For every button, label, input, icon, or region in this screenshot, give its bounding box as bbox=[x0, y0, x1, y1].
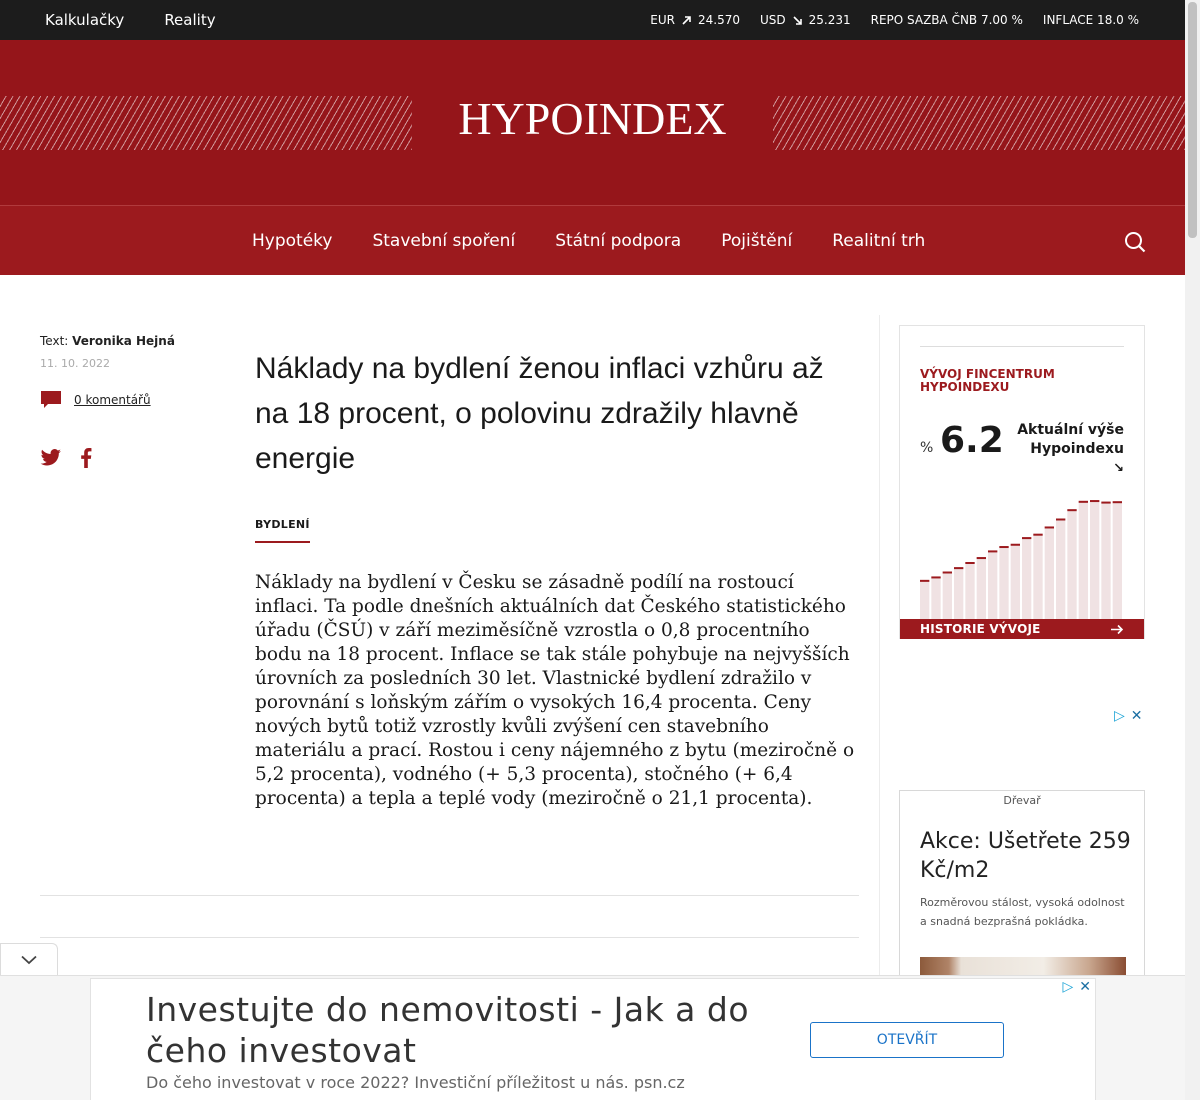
rates-ticker bbox=[650, 0, 1139, 40]
brand-header bbox=[0, 40, 1185, 205]
top-link-reality[interactable]: Reality bbox=[164, 11, 216, 29]
chart-bar-cap bbox=[1090, 500, 1099, 502]
bottom-ad-bar bbox=[0, 975, 1185, 1100]
chart-bar bbox=[1079, 501, 1088, 619]
arrow-down-right-icon: ↘ bbox=[1113, 461, 1124, 476]
collapse-ad-button[interactable] bbox=[0, 943, 58, 976]
arrow-up-right-icon bbox=[681, 15, 692, 26]
rate-usd bbox=[760, 13, 851, 27]
chart-bar-cap bbox=[1022, 537, 1031, 539]
chart-bar bbox=[1101, 502, 1110, 619]
publish-date: 11. 10. 2022 bbox=[40, 357, 110, 370]
chart-bar bbox=[965, 562, 974, 619]
hypoindex-caption bbox=[1017, 421, 1124, 478]
category-tag[interactable]: BYDLENÍ bbox=[255, 518, 310, 543]
rate-usd-value: 25.231 bbox=[808, 13, 851, 27]
open-button[interactable]: OTEVŘÍT bbox=[810, 1022, 1004, 1058]
nav-item-realitni-trh[interactable]: Realitní trh bbox=[832, 231, 926, 251]
chart-bar-cap bbox=[965, 562, 974, 564]
hypoindex-widget bbox=[899, 325, 1145, 639]
arrow-right-icon bbox=[1111, 624, 1124, 635]
chart-bar bbox=[988, 550, 997, 619]
chart-bar bbox=[954, 567, 963, 619]
close-icon[interactable]: ✕ bbox=[1079, 979, 1091, 995]
top-links bbox=[45, 0, 216, 40]
chart-bar-cap bbox=[1113, 501, 1122, 503]
top-link-kalkulacky[interactable]: Kalkulačky bbox=[45, 11, 125, 29]
hypoindex-value: 6.2 bbox=[940, 420, 1004, 461]
chart-bar bbox=[1056, 518, 1065, 619]
ad-choices bbox=[1114, 708, 1143, 724]
scrollbar-thumb[interactable] bbox=[1188, 2, 1197, 238]
chart-bar bbox=[920, 580, 929, 619]
repo-rate: REPO SAZBA ČNB 7.00 % bbox=[870, 13, 1023, 27]
chart-bar-cap bbox=[988, 550, 997, 552]
article-meta bbox=[40, 334, 175, 468]
arrow-down-right-icon bbox=[792, 15, 803, 26]
chart-bar bbox=[1011, 544, 1020, 619]
adchoices-icon[interactable]: ▷ bbox=[1114, 708, 1125, 724]
chart-bar bbox=[931, 576, 940, 619]
content-divider bbox=[40, 937, 859, 938]
chart-bar-cap bbox=[1101, 502, 1110, 504]
article-body: Náklady na bydlení v Česku se zásadně podílí na rostoucí inflaci. Ta podle dnešních aktuálních dat Českého statistického úřadu (ČSÚ) v září meziměsíčně vzrostla o 0,8 procentního bodu na 18 procent. Inflace se tak stále pohybuje na nejvyšších úrovních za posledních 30 let. Vlastnické bydlení zdražilo v porovnání s loňským zářím o vysokých 16,4 procenta. Ceny nových bytů totiž vzrostly kvůli zvýšení cen stavebního materiálu a prací. Rostou i ceny nájemného z bytu (meziročně o 5,2 procenta), vodného (+ 5,3 procenta), stočného (+ 6,4 procenta) a tepla a teplé vody (meziročně o 21,1 procenta). bbox=[255, 572, 855, 809]
decorative-stripes-right bbox=[773, 96, 1185, 150]
search-icon[interactable] bbox=[1124, 231, 1146, 253]
facebook-icon[interactable] bbox=[80, 448, 92, 468]
chart-bar-cap bbox=[1056, 518, 1065, 520]
close-icon[interactable]: ✕ bbox=[1130, 708, 1143, 724]
chart-bar-cap bbox=[1067, 509, 1076, 511]
history-button[interactable] bbox=[900, 619, 1144, 639]
comments-count[interactable]: 0 komentářů bbox=[74, 393, 151, 407]
nav-item-hypoteky[interactable]: Hypotéky bbox=[252, 231, 333, 251]
chart-bar bbox=[1090, 500, 1099, 619]
chart-bar-cap bbox=[954, 567, 963, 569]
percent-sign: % bbox=[920, 440, 934, 456]
chart-bar bbox=[1045, 526, 1054, 619]
hypoindex-bar-chart bbox=[920, 486, 1124, 619]
chart-bar-cap bbox=[1011, 544, 1020, 546]
caption-line-1: Aktuální výše bbox=[1017, 422, 1124, 438]
chart-bar-cap bbox=[920, 580, 929, 582]
inflation-rate: INFLACE 18.0 % bbox=[1042, 13, 1139, 27]
caption-line-2: Hypoindexu bbox=[1030, 441, 1124, 457]
chart-bar bbox=[943, 572, 952, 620]
bottom-ad[interactable] bbox=[90, 978, 1096, 1100]
nav-item-stavebni-sporeni[interactable]: Stavební spoření bbox=[372, 231, 516, 251]
decorative-stripes-left bbox=[0, 96, 412, 150]
chart-bar bbox=[999, 546, 1008, 619]
nav-item-statni-podpora[interactable]: Státní podpora bbox=[555, 231, 682, 251]
article-title: Náklady na bydlení ženou inflaci vzhůru až na 18 procent, o polovinu zdražily hlavně energie bbox=[255, 352, 824, 475]
chart-bar-cap bbox=[1033, 534, 1042, 536]
top-bar bbox=[0, 0, 1185, 40]
widget-title: VÝVOJ FINCENTRUM HYPOINDEXU bbox=[920, 367, 1055, 394]
ad-advertiser: Dřevař bbox=[1003, 794, 1041, 807]
rate-eur-value: 24.570 bbox=[697, 13, 740, 27]
chart-bar-cap bbox=[1045, 526, 1054, 528]
main-nav bbox=[0, 205, 1185, 275]
rate-usd-label: USD bbox=[759, 13, 786, 27]
history-label: HISTORIE VÝVOJE bbox=[920, 622, 1041, 636]
nav-item-pojisteni[interactable]: Pojištění bbox=[721, 231, 793, 251]
sidebar-ad[interactable] bbox=[899, 790, 1145, 985]
author-name[interactable]: Veronika Hejná bbox=[72, 334, 175, 348]
site-logo[interactable]: HYPOINDEX bbox=[458, 93, 727, 144]
author-line bbox=[40, 334, 175, 348]
chart-bar bbox=[1033, 534, 1042, 619]
rate-eur bbox=[650, 13, 740, 27]
chart-bar bbox=[1113, 501, 1122, 619]
comment-icon bbox=[40, 390, 62, 410]
chart-bar bbox=[977, 557, 986, 619]
chevron-down-icon bbox=[21, 955, 37, 965]
rate-eur-label: EUR bbox=[650, 13, 675, 27]
chart-bar-cap bbox=[931, 576, 940, 578]
chart-bar bbox=[1067, 509, 1076, 619]
widget-rule bbox=[920, 346, 1124, 347]
bottom-ad-choices bbox=[1062, 979, 1091, 995]
page-scrollbar[interactable] bbox=[1185, 0, 1200, 1100]
bottom-ad-headline[interactable]: Investujte do nemovitosti - Jak a do čeho investovat bbox=[146, 990, 750, 1070]
column-separator bbox=[879, 315, 880, 975]
adchoices-icon[interactable]: ▷ bbox=[1062, 979, 1074, 995]
bottom-ad-subtext: Do čeho investovat v roce 2022? Investiční příležitost u nás. psn.cz bbox=[146, 1073, 685, 1092]
chart-bar bbox=[1022, 537, 1031, 619]
chart-bar-cap bbox=[999, 546, 1008, 548]
social-share bbox=[40, 448, 175, 468]
chart-bar-cap bbox=[943, 572, 952, 574]
chart-bar-cap bbox=[977, 557, 986, 559]
ad-headline[interactable]: Akce: Ušetřete 259 Kč/m2 bbox=[920, 829, 1131, 883]
chart-bar-cap bbox=[1079, 501, 1088, 503]
ad-description: Rozměrovou stálost, vysoká odolnost a snadná bezprašná pokládka. bbox=[920, 896, 1125, 928]
author-prefix: Text: bbox=[40, 334, 69, 348]
comments-link[interactable] bbox=[40, 390, 175, 410]
content-divider bbox=[40, 895, 859, 896]
twitter-icon[interactable] bbox=[40, 449, 62, 467]
